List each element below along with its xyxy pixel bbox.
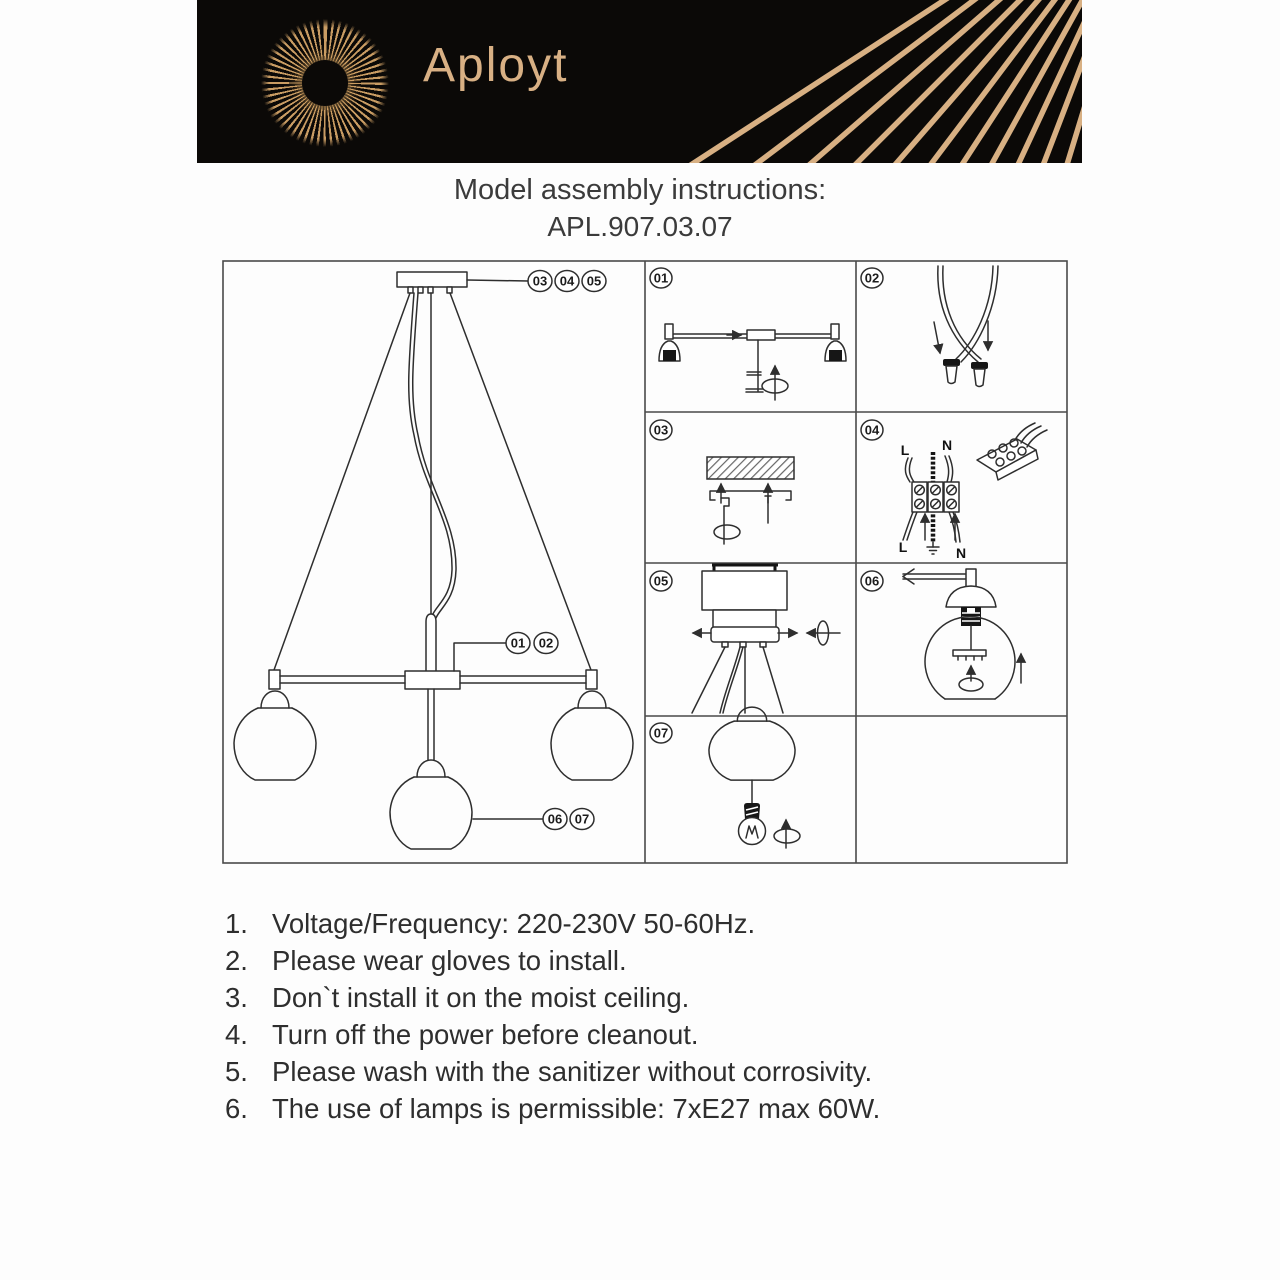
terminal-block	[912, 482, 959, 512]
model-number: APL.907.03.07	[547, 211, 733, 242]
left-arm-end	[269, 670, 280, 689]
item-number: 4.	[225, 1019, 248, 1050]
instruction-item	[225, 1053, 1085, 1090]
corner-rays-decoration	[682, 0, 1082, 163]
svg-text:03: 03	[532, 273, 548, 289]
svg-text:N: N	[955, 545, 967, 561]
ceiling-plate	[397, 272, 467, 287]
item-number: 1.	[225, 908, 248, 939]
panel-step-07	[709, 707, 800, 848]
instruction-item	[225, 1090, 1085, 1127]
panel-step-01	[659, 324, 846, 400]
panel-step-02	[934, 266, 998, 387]
svg-text:06: 06	[864, 573, 880, 589]
panel-step-04	[899, 423, 1047, 561]
brand-name: Aployt	[423, 39, 569, 92]
item-text: Voltage/Frequency: 220-230V 50-60Hz.	[272, 908, 756, 939]
center-glass-globe	[390, 760, 472, 849]
item-text: Please wash with the sanitizer without corrosivity.	[272, 1056, 873, 1087]
center-rod-top	[426, 614, 436, 671]
panel-step-03	[707, 457, 794, 544]
svg-text:N: N	[941, 437, 953, 453]
plate-connectors	[408, 287, 452, 293]
instruction-item	[225, 905, 1085, 942]
svg-text:05: 05	[653, 573, 669, 589]
instruction-list	[225, 905, 1085, 1127]
panel-step-06	[903, 569, 1021, 699]
svg-text:01: 01	[510, 635, 526, 651]
svg-text:L: L	[898, 539, 908, 555]
terminal-connector-3d	[977, 423, 1047, 480]
right-glass-globe	[551, 691, 633, 780]
instruction-item	[225, 1016, 1085, 1053]
brand-banner	[197, 0, 1082, 163]
item-text: Don`t install it on the moist ceiling.	[272, 982, 690, 1013]
sunburst-logo-center	[302, 60, 348, 106]
left-glass-globe	[234, 691, 316, 780]
svg-text:07: 07	[653, 725, 669, 741]
right-arm-end	[586, 670, 597, 689]
item-number: 2.	[225, 945, 248, 976]
power-cord	[409, 293, 456, 618]
svg-text:03: 03	[653, 422, 669, 438]
callout-plate	[467, 271, 606, 292]
callout-shade	[473, 809, 594, 830]
instruction-item	[225, 979, 1085, 1016]
svg-text:01: 01	[653, 270, 669, 286]
center-rod-lower	[428, 689, 434, 760]
svg-text:06: 06	[547, 811, 563, 827]
callout-hub	[454, 633, 558, 672]
item-text: Please wear gloves to install.	[272, 945, 627, 976]
item-text: Turn off the power before cleanout.	[272, 1019, 699, 1050]
item-number: 5.	[225, 1056, 248, 1087]
item-text: The use of lamps is permissible: 7xE27 max 60W.	[272, 1093, 881, 1124]
chandelier-overview-drawing	[234, 271, 633, 850]
svg-text:04: 04	[864, 422, 880, 438]
center-hub	[405, 671, 460, 689]
assembly-diagram	[222, 260, 1068, 864]
instruction-item	[225, 942, 1085, 979]
svg-text:05: 05	[586, 273, 602, 289]
item-number: 6.	[225, 1093, 248, 1124]
svg-text:02: 02	[538, 635, 554, 651]
ground-symbol	[927, 542, 939, 554]
page-title: Model assembly instructions:	[453, 174, 827, 206]
item-number: 3.	[225, 982, 248, 1013]
svg-text:02: 02	[864, 270, 880, 286]
svg-text:04: 04	[559, 273, 575, 289]
light-bulb	[739, 803, 766, 845]
right-suspension-cable	[450, 293, 591, 670]
svg-text:07: 07	[574, 811, 590, 827]
left-suspension-cable	[274, 293, 410, 670]
panel-step-05	[692, 565, 840, 713]
svg-text:L: L	[900, 442, 910, 458]
